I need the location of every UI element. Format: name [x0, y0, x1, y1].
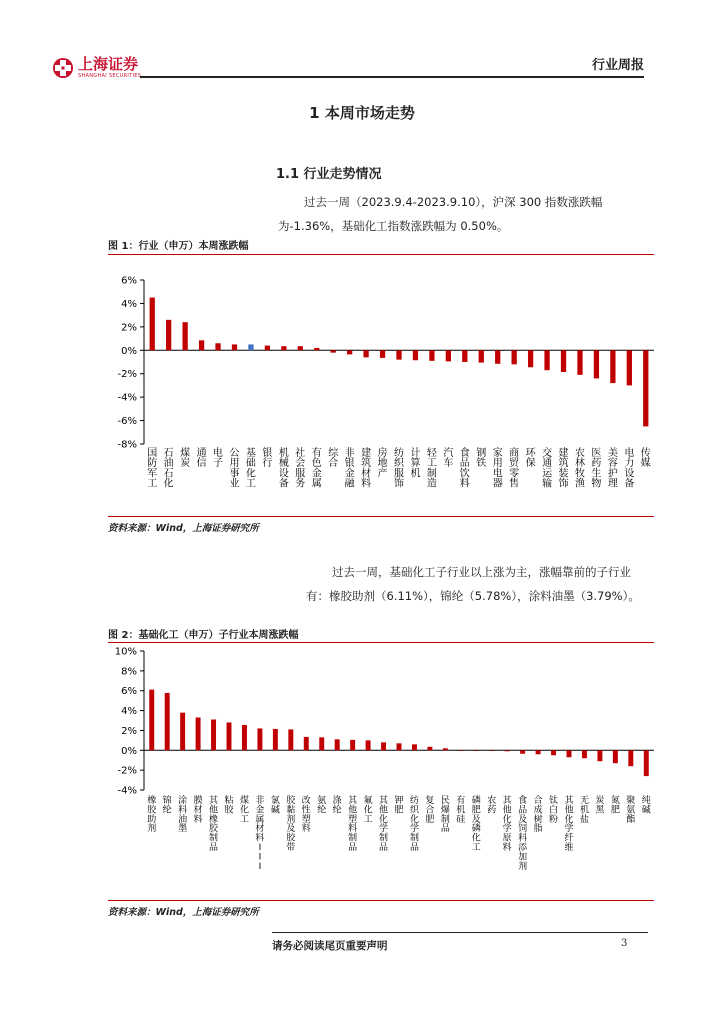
category-label: 胶黏剂及胶带 [286, 796, 296, 853]
category-label: 非银金融 [344, 448, 355, 490]
category-label: 交通运输 [542, 448, 553, 490]
figure2-title: 图 2：基础化工（申万）子行业本周涨跌幅 [108, 630, 299, 641]
bar [335, 739, 340, 750]
footer-disclaimer: 请务必阅读尾页重要声明 [272, 940, 388, 952]
category-label: 电力设备 [624, 448, 635, 490]
category-label: 国防军工 [147, 448, 158, 490]
y-tick-label: -8% [117, 439, 137, 451]
bar [165, 693, 170, 750]
category-label: 煤化工 [239, 796, 249, 825]
bar [381, 742, 386, 750]
figure1-top-rule [108, 254, 654, 255]
category-label: 纺织服饰 [394, 448, 404, 490]
bar [248, 344, 253, 350]
bar [298, 346, 303, 350]
bar [288, 729, 293, 750]
bar [561, 350, 566, 372]
category-label: 合成树脂 [533, 796, 543, 835]
bar [528, 350, 533, 367]
bar [350, 740, 355, 750]
category-label: 汽车 [443, 448, 454, 470]
header-divider [140, 76, 644, 78]
category-label: 涤纶 [332, 796, 342, 816]
category-label: 公用事业 [229, 448, 240, 490]
category-label: 炭黑 [595, 796, 605, 816]
category-label: 建筑材料 [361, 448, 372, 490]
category-label: 商贸零售 [509, 448, 520, 490]
category-label: 其他橡胶制品 [209, 796, 219, 853]
y-tick-label: 6% [121, 275, 137, 287]
bar [196, 718, 201, 751]
bar [536, 750, 541, 754]
bar [479, 350, 484, 362]
bar [319, 737, 324, 750]
category-label: 其他化学纤维 [564, 796, 574, 853]
bar [489, 750, 494, 751]
category-label: 涂料油墨 [178, 796, 188, 835]
bar [257, 728, 262, 750]
category-label: 纺织化学制品 [409, 796, 419, 853]
y-tick-label: 4% [121, 706, 137, 718]
category-label: 膜材料 [193, 796, 203, 825]
bar [443, 748, 448, 750]
bar [331, 350, 336, 352]
category-label: 钢铁 [476, 448, 487, 470]
logo-name-cn: 上海证券 [78, 55, 139, 73]
bar [644, 750, 649, 776]
category-label: 氯碱 [270, 796, 280, 816]
page-number: 3 [621, 938, 628, 949]
y-tick-label: 2% [121, 725, 137, 737]
category-label: 食品及饲料添加剂 [518, 796, 528, 872]
bar [567, 750, 572, 757]
bar [613, 750, 618, 763]
category-label: 其他化学原料 [502, 796, 512, 853]
bar [474, 750, 479, 751]
paragraph-market-summary: 过去一周（2023.9.4-2023.9.10），沪深 300 指数涨跌幅为-1.36%，基础化工指数涨跌幅为 0.50%。 [278, 195, 603, 233]
bar [396, 350, 401, 359]
bar [166, 320, 171, 350]
bar [413, 350, 418, 360]
y-tick-label: 2% [121, 322, 137, 334]
category-label: 建筑装饰 [558, 448, 569, 490]
figure1-source: 资料来源：Wind，上海证券研究所 [108, 523, 259, 534]
y-tick-label: 0% [121, 745, 137, 757]
y-tick-label: 8% [121, 666, 137, 678]
category-label: 非金属材料 I I I [255, 796, 265, 872]
figure1-bottom-rule [108, 516, 654, 517]
category-label: 复合肥 [425, 796, 435, 825]
bar [427, 747, 432, 750]
category-label: 无机盐 [579, 796, 589, 825]
bar [495, 350, 500, 363]
category-label: 家用电器 [492, 448, 503, 490]
logo-mark-icon [52, 57, 74, 79]
subindustry-bar-chart [108, 644, 654, 898]
category-label: 氨纶 [317, 796, 327, 816]
bar [520, 750, 525, 753]
y-tick-label: -4% [117, 785, 137, 797]
y-tick-label: 4% [121, 298, 137, 310]
category-label: 医药生物 [591, 448, 602, 490]
category-label: 机械设备 [278, 448, 289, 490]
bar [273, 729, 278, 750]
category-label: 其他塑料制品 [348, 796, 358, 853]
category-label: 传媒 [640, 448, 651, 470]
category-label: 环保 [525, 448, 536, 470]
bar [347, 350, 352, 354]
bar [429, 350, 434, 361]
category-label: 有色金属 [311, 448, 322, 490]
bar [304, 737, 309, 750]
category-label: 通信 [196, 448, 207, 470]
category-label: 轻工制造 [426, 448, 437, 490]
bar [150, 298, 155, 351]
bar [281, 346, 286, 350]
industry-bar-chart [108, 262, 654, 512]
company-logo [52, 54, 141, 82]
figure2-source: 资料来源：Wind，上海证券研究所 [108, 907, 259, 918]
bar [412, 744, 417, 750]
bar [242, 725, 247, 750]
bar [551, 750, 556, 755]
bar [597, 750, 602, 761]
paragraph-subindustry-summary: 过去一周，基础化工子行业以上涨为主，涨幅靠前的子行业有：橡胶助剂（6.11%），锦纶（5.78%），涂料油墨（3.79%）。 [306, 565, 640, 603]
bar [544, 350, 549, 370]
bar [627, 350, 632, 385]
bar [149, 690, 154, 751]
bar [577, 350, 582, 375]
bar [643, 350, 648, 426]
category-label: 社会服务 [295, 448, 306, 490]
category-label: 锦纶 [162, 796, 172, 816]
bar [182, 322, 187, 350]
category-label: 钾肥 [394, 796, 404, 816]
bar [314, 348, 319, 350]
bar [232, 344, 237, 350]
bar [199, 340, 204, 350]
y-tick-label: -2% [117, 765, 137, 777]
category-label: 磷肥及磷化工 [471, 796, 481, 853]
subsection-title: 1.1 行业走势情况 [276, 167, 382, 182]
y-tick-label: -2% [117, 369, 137, 381]
bar [363, 350, 368, 357]
figure2-bottom-rule [108, 900, 654, 901]
bar [446, 350, 451, 361]
y-tick-label: 6% [121, 686, 137, 698]
category-label: 计算机 [410, 448, 421, 480]
bar [215, 343, 220, 350]
bar [397, 743, 402, 750]
logo-name-en: SHANGHAI SECURITIES [78, 73, 142, 79]
category-label: 房地产 [377, 448, 388, 480]
category-label: 农林牧渔 [574, 448, 585, 490]
category-label: 煤炭 [180, 448, 191, 470]
bar [505, 750, 510, 751]
category-label: 民爆制品 [440, 796, 450, 835]
bar [610, 350, 615, 383]
figure2-top-rule [108, 642, 654, 643]
category-label: 橡胶助剂 [147, 796, 157, 835]
category-label: 聚氨酯 [626, 796, 636, 825]
category-label: 氮肥 [610, 796, 620, 816]
category-label: 改性塑料 [301, 796, 311, 835]
category-label: 纯碱 [641, 796, 651, 816]
bar [265, 346, 270, 351]
bar [582, 750, 587, 758]
category-label: 钛白粉 [549, 796, 559, 825]
y-tick-label: 10% [114, 646, 137, 658]
category-label: 其他化学制品 [379, 796, 389, 853]
category-label: 有机硅 [456, 796, 466, 825]
category-label: 农药 [487, 796, 497, 816]
footer-divider [272, 932, 648, 933]
bar [628, 750, 633, 766]
category-label: 综合 [328, 448, 339, 470]
figure1-title: 图 1：行业（申万）本周涨跌幅 [108, 241, 249, 252]
bar [366, 740, 371, 750]
category-label: 银行 [262, 448, 273, 470]
y-tick-label: -6% [117, 416, 137, 428]
category-label: 基础化工 [245, 448, 256, 490]
category-label: 石油石化 [163, 448, 174, 490]
category-label: 电子 [213, 448, 224, 470]
bar [227, 722, 232, 750]
bar [211, 720, 216, 751]
bar [180, 713, 185, 751]
bar [380, 350, 385, 358]
y-tick-label: 0% [121, 345, 137, 357]
bar [512, 350, 517, 364]
report-type: 行业周报 [591, 58, 644, 73]
category-label: 食品饮料 [459, 448, 470, 490]
category-label: 粘胶 [224, 796, 234, 816]
section-title: 1 本周市场走势 [309, 104, 415, 122]
category-label: 氟化工 [363, 796, 373, 825]
bar [462, 350, 467, 362]
bar [458, 750, 463, 751]
bar [594, 350, 599, 378]
y-tick-label: -4% [117, 392, 137, 404]
category-label: 美容护理 [607, 448, 618, 490]
